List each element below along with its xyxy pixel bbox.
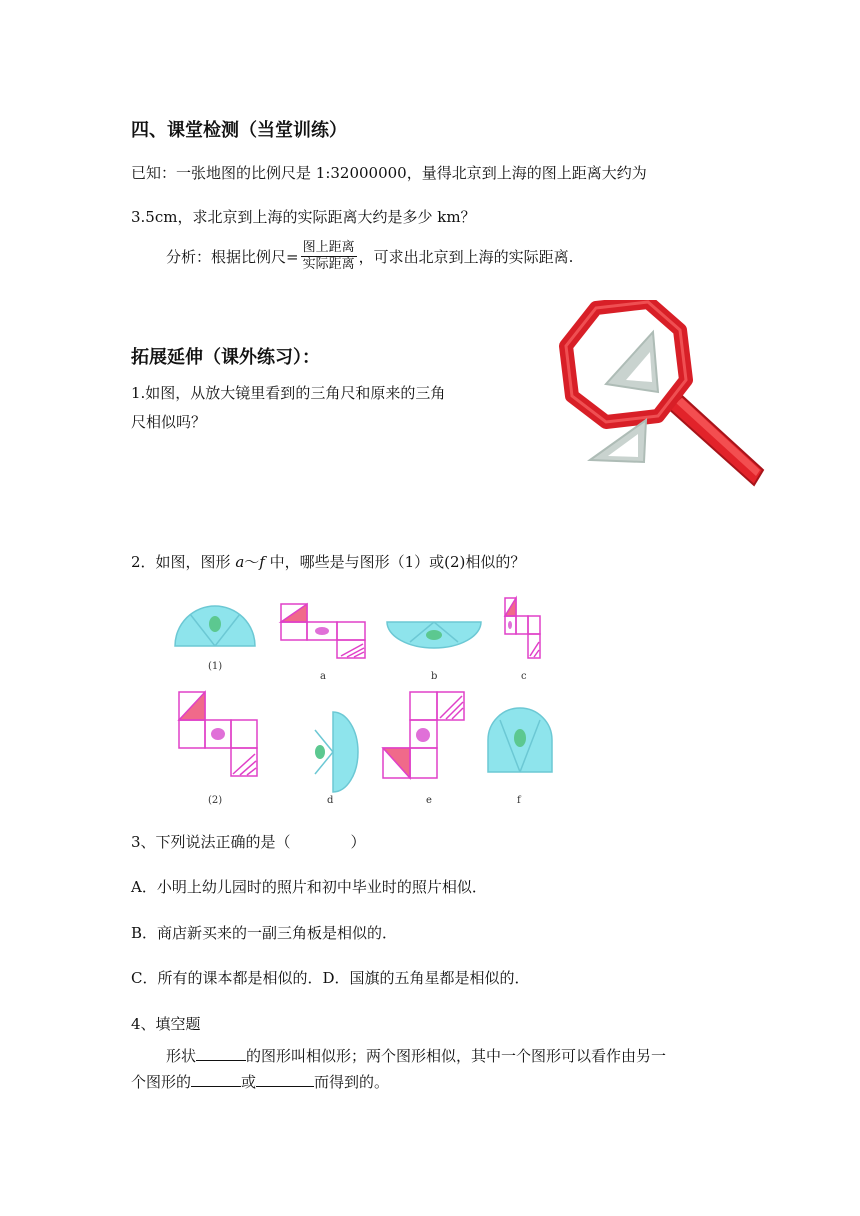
analysis-prefix: 分析：根据比例尺= — [166, 248, 299, 266]
label-fig2: (2) — [208, 795, 223, 806]
q4-line1-a: 形状 — [166, 1047, 197, 1065]
figure-b — [387, 622, 481, 648]
q2-suffix: 中，哪些是与图形（1）或(2)相似的？ — [264, 553, 526, 571]
q1-line-1: 1.如图，从放大镜里看到的三角尺和原来的三角 — [131, 384, 446, 402]
q1-line-2: 尺相似吗？ — [131, 413, 207, 431]
label-c: c — [521, 671, 527, 682]
magnifier-image — [558, 300, 768, 492]
figure-2 — [179, 692, 257, 776]
q3-option-b: B．商店新买来的一副三角板是相似的． — [131, 924, 398, 942]
blank-2[interactable] — [191, 1072, 241, 1087]
q2-text — [131, 551, 525, 572]
q2-a: a — [235, 553, 245, 571]
similar-figures — [170, 590, 560, 812]
figure-f — [488, 708, 552, 772]
label-fig1: (1) — [208, 661, 223, 672]
label-f: f — [517, 795, 521, 806]
q4-line2-c: 而得到的。 — [314, 1073, 390, 1091]
figure-d — [315, 712, 358, 792]
q2-tilde: ～ — [244, 553, 260, 571]
extension-title: 拓展延伸（课外练习）： — [131, 347, 320, 368]
blank-1[interactable] — [196, 1046, 246, 1061]
section-title: 四、课堂检测（当堂训练） — [131, 120, 347, 141]
figure-1 — [175, 606, 255, 646]
q4-line2-a: 个图形的 — [131, 1073, 192, 1091]
label-b: b — [431, 671, 438, 682]
problem-line-1: 已知：一张地图的比例尺是 1:32000000，量得北京到上海的图上距离大约为 — [131, 164, 647, 182]
fraction-numerator: 图上距离 — [302, 240, 355, 255]
q4-line1-b: 的图形叫相似形；两个图形相似，其中一个图形可以看作由另一 — [246, 1047, 667, 1065]
figure-e — [383, 692, 464, 778]
q4-title: 4、填空题 — [131, 1015, 201, 1033]
analysis-line — [166, 240, 573, 273]
scale-fraction — [301, 240, 357, 273]
q2-prefix: 2．如图，图形 — [131, 553, 236, 571]
label-d: d — [327, 795, 334, 806]
analysis-suffix: ，可求出北京到上海的实际距离. — [358, 248, 574, 266]
fraction-denominator: 实际距离 — [302, 257, 355, 272]
figure-a — [281, 604, 365, 658]
magnifier-handle — [668, 396, 763, 485]
problem-line-2: 3.5cm，求北京到上海的实际距离大约是多少 km？ — [131, 208, 476, 226]
q3-option-cd: C．所有的课本都是相似的．D．国旗的五角星都是相似的． — [131, 969, 530, 987]
q4-line2-b: 或 — [241, 1073, 257, 1091]
q4-line-2 — [131, 1071, 389, 1092]
label-e: e — [426, 795, 432, 806]
q2-f: f — [259, 553, 265, 571]
figure-c — [505, 598, 540, 658]
q3-option-a: A．小明上幼儿园时的照片和初中毕业时的照片相似． — [131, 878, 487, 896]
blank-3[interactable] — [256, 1072, 314, 1087]
q3-text: 3、下列说法正确的是（ ） — [131, 833, 366, 851]
label-a: a — [320, 671, 326, 682]
q4-line-1 — [166, 1045, 666, 1066]
